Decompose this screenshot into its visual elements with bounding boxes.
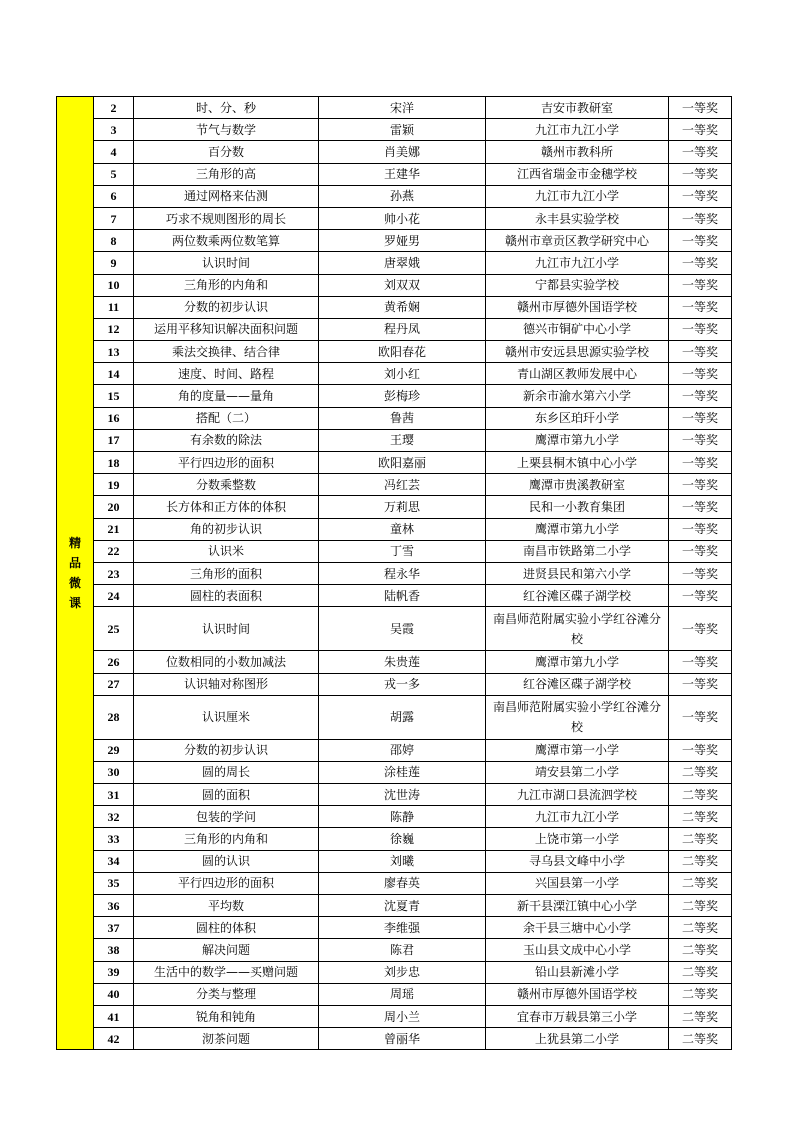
course-title: 位数相同的小数加减法: [134, 651, 319, 673]
school-unit: 九江市九江小学: [486, 185, 669, 207]
table-row: [57, 828, 732, 850]
award-level: 一等奖: [669, 385, 732, 407]
award-level: 一等奖: [669, 673, 732, 695]
row-number: 37: [94, 917, 134, 939]
school-unit: 南昌师范附属实验小学红谷滩分校: [486, 607, 669, 651]
award-level: 一等奖: [669, 518, 732, 540]
award-level: 一等奖: [669, 296, 732, 318]
award-level: 二等奖: [669, 784, 732, 806]
course-title: 三角形的面积: [134, 562, 319, 584]
award-level: 二等奖: [669, 983, 732, 1005]
table-row: [57, 252, 732, 274]
author-name: 陈静: [319, 806, 486, 828]
category-cell: [57, 97, 94, 1050]
table-row: [57, 939, 732, 961]
course-title: 平均数: [134, 895, 319, 917]
school-unit: 民和一小教育集团: [486, 496, 669, 518]
school-unit: 吉安市教研室: [486, 97, 669, 119]
row-number: 24: [94, 585, 134, 607]
school-unit: 南昌市铁路第二小学: [486, 540, 669, 562]
author-name: 涂桂莲: [319, 761, 486, 783]
row-number: 27: [94, 673, 134, 695]
course-title: 百分数: [134, 141, 319, 163]
award-level: 一等奖: [669, 540, 732, 562]
course-title: 认识米: [134, 540, 319, 562]
course-title: 有余数的除法: [134, 429, 319, 451]
award-level: 一等奖: [669, 429, 732, 451]
author-name: 万莉思: [319, 496, 486, 518]
row-number: 34: [94, 850, 134, 872]
award-level: 二等奖: [669, 939, 732, 961]
row-number: 29: [94, 739, 134, 761]
table-row: [57, 318, 732, 340]
table-row: [57, 784, 732, 806]
table-row: [57, 917, 732, 939]
school-unit: 九江市湖口县流泗学校: [486, 784, 669, 806]
award-level: 一等奖: [669, 274, 732, 296]
award-level: 二等奖: [669, 895, 732, 917]
table-row: [57, 407, 732, 429]
table-row: [57, 1005, 732, 1027]
course-title: 速度、时间、路程: [134, 363, 319, 385]
award-level: 一等奖: [669, 695, 732, 739]
row-number: 2: [94, 97, 134, 119]
row-number: 42: [94, 1028, 134, 1050]
course-title: 搭配（二）: [134, 407, 319, 429]
course-title: 沏茶问题: [134, 1028, 319, 1050]
school-unit: 永丰县实验学校: [486, 207, 669, 229]
table-row: [57, 385, 732, 407]
row-number: 21: [94, 518, 134, 540]
course-title: 平行四边形的面积: [134, 452, 319, 474]
author-name: 罗娅男: [319, 230, 486, 252]
course-title: 节气与数学: [134, 119, 319, 141]
course-title: 三角形的内角和: [134, 274, 319, 296]
table-row: [57, 850, 732, 872]
author-name: 孙燕: [319, 185, 486, 207]
course-title: 分数的初步认识: [134, 739, 319, 761]
award-level: 二等奖: [669, 1005, 732, 1027]
author-name: 廖春英: [319, 872, 486, 894]
author-name: 黄希娴: [319, 296, 486, 318]
author-name: 吴霞: [319, 607, 486, 651]
author-name: 刘步忠: [319, 961, 486, 983]
author-name: 冯红芸: [319, 474, 486, 496]
school-unit: 上饶市第一小学: [486, 828, 669, 850]
author-name: 欧阳嘉丽: [319, 452, 486, 474]
award-level: 一等奖: [669, 474, 732, 496]
row-number: 20: [94, 496, 134, 518]
author-name: 曾丽华: [319, 1028, 486, 1050]
award-level: 一等奖: [669, 318, 732, 340]
course-title: 分数的初步认识: [134, 296, 319, 318]
row-number: 32: [94, 806, 134, 828]
school-unit: 东乡区珀玕小学: [486, 407, 669, 429]
table-row: [57, 185, 732, 207]
table-row: [57, 97, 732, 119]
course-title: 圆柱的体积: [134, 917, 319, 939]
school-unit: 宁都县实验学校: [486, 274, 669, 296]
author-name: 鲁茜: [319, 407, 486, 429]
author-name: 程丹凤: [319, 318, 486, 340]
row-number: 9: [94, 252, 134, 274]
table-row: [57, 474, 732, 496]
award-level: 一等奖: [669, 163, 732, 185]
course-title: 圆的认识: [134, 850, 319, 872]
table-row: [57, 961, 732, 983]
school-unit: 进贤县民和第六小学: [486, 562, 669, 584]
author-name: 肖美娜: [319, 141, 486, 163]
author-name: 刘曦: [319, 850, 486, 872]
school-unit: 新干县溧江镇中心小学: [486, 895, 669, 917]
table-row: [57, 141, 732, 163]
course-title: 平行四边形的面积: [134, 872, 319, 894]
course-title: 乘法交换律、结合律: [134, 341, 319, 363]
row-number: 4: [94, 141, 134, 163]
school-unit: 赣州市厚德外国语学校: [486, 983, 669, 1005]
course-title: 两位数乘两位数笔算: [134, 230, 319, 252]
award-level: 二等奖: [669, 1028, 732, 1050]
row-number: 19: [94, 474, 134, 496]
row-number: 40: [94, 983, 134, 1005]
course-title: 三角形的高: [134, 163, 319, 185]
row-number: 31: [94, 784, 134, 806]
school-unit: 赣州市安远县思源实验学校: [486, 341, 669, 363]
school-unit: 赣州市教科所: [486, 141, 669, 163]
award-level: 二等奖: [669, 961, 732, 983]
author-name: 周瑶: [319, 983, 486, 1005]
author-name: 程永华: [319, 562, 486, 584]
row-number: 39: [94, 961, 134, 983]
author-name: 陈君: [319, 939, 486, 961]
table-row: [57, 296, 732, 318]
author-name: 童林: [319, 518, 486, 540]
school-unit: 鹰潭市贵溪教研室: [486, 474, 669, 496]
row-number: 14: [94, 363, 134, 385]
author-name: 邵婷: [319, 739, 486, 761]
award-level: 二等奖: [669, 761, 732, 783]
course-title: 认识轴对称图形: [134, 673, 319, 695]
table-row: [57, 496, 732, 518]
award-level: 二等奖: [669, 850, 732, 872]
course-title: 角的度量——量角: [134, 385, 319, 407]
course-title: 角的初步认识: [134, 518, 319, 540]
school-unit: 九江市九江小学: [486, 119, 669, 141]
row-number: 16: [94, 407, 134, 429]
row-number: 8: [94, 230, 134, 252]
award-level: 一等奖: [669, 119, 732, 141]
table-row: [57, 562, 732, 584]
author-name: 刘双双: [319, 274, 486, 296]
school-unit: 南昌师范附属实验小学红谷滩分校: [486, 695, 669, 739]
table-row: [57, 429, 732, 451]
award-table: [56, 96, 732, 1050]
table-row: [57, 651, 732, 673]
award-level: 一等奖: [669, 252, 732, 274]
table-row: [57, 983, 732, 1005]
school-unit: 赣州市厚德外国语学校: [486, 296, 669, 318]
course-title: 分类与整理: [134, 983, 319, 1005]
author-name: 周小兰: [319, 1005, 486, 1027]
school-unit: 赣州市章贡区教学研究中心: [486, 230, 669, 252]
course-title: 圆的周长: [134, 761, 319, 783]
school-unit: 兴国县第一小学: [486, 872, 669, 894]
table-row: [57, 739, 732, 761]
row-number: 41: [94, 1005, 134, 1027]
course-title: 生活中的数学——买赠问题: [134, 961, 319, 983]
row-number: 25: [94, 607, 134, 651]
row-number: 22: [94, 540, 134, 562]
row-number: 17: [94, 429, 134, 451]
table-row: [57, 341, 732, 363]
course-title: 圆的面积: [134, 784, 319, 806]
category-label: 精品微课: [68, 536, 81, 611]
table-row: [57, 585, 732, 607]
award-level: 一等奖: [669, 739, 732, 761]
author-name: 徐巍: [319, 828, 486, 850]
row-number: 38: [94, 939, 134, 961]
school-unit: 新余市渝水第六小学: [486, 385, 669, 407]
school-unit: 九江市九江小学: [486, 806, 669, 828]
row-number: 18: [94, 452, 134, 474]
row-number: 30: [94, 761, 134, 783]
row-number: 5: [94, 163, 134, 185]
table-row: [57, 274, 732, 296]
course-title: 包装的学问: [134, 806, 319, 828]
school-unit: 红谷滩区碟子湖学校: [486, 585, 669, 607]
row-number: 10: [94, 274, 134, 296]
author-name: 胡露: [319, 695, 486, 739]
author-name: 陆帆香: [319, 585, 486, 607]
school-unit: 鹰潭市第九小学: [486, 651, 669, 673]
row-number: 12: [94, 318, 134, 340]
table-row: [57, 518, 732, 540]
course-title: 解决问题: [134, 939, 319, 961]
row-number: 3: [94, 119, 134, 141]
award-level: 一等奖: [669, 230, 732, 252]
award-level: 二等奖: [669, 828, 732, 850]
row-number: 15: [94, 385, 134, 407]
award-level: 二等奖: [669, 917, 732, 939]
school-unit: 铅山县新滩小学: [486, 961, 669, 983]
award-level: 一等奖: [669, 562, 732, 584]
table-row: [57, 872, 732, 894]
school-unit: 九江市九江小学: [486, 252, 669, 274]
author-name: 朱贵莲: [319, 651, 486, 673]
school-unit: 宜春市万载县第三小学: [486, 1005, 669, 1027]
award-level: 一等奖: [669, 496, 732, 518]
school-unit: 红谷滩区碟子湖学校: [486, 673, 669, 695]
author-name: 彭梅珍: [319, 385, 486, 407]
course-title: 通过网格来估测: [134, 185, 319, 207]
table-row: [57, 363, 732, 385]
course-title: 长方体和正方体的体积: [134, 496, 319, 518]
table-row: [57, 761, 732, 783]
school-unit: 上栗县桐木镇中心小学: [486, 452, 669, 474]
table-row: [57, 806, 732, 828]
author-name: 王璎: [319, 429, 486, 451]
course-title: 认识时间: [134, 252, 319, 274]
course-title: 运用平移知识解决面积问题: [134, 318, 319, 340]
author-name: 雷颖: [319, 119, 486, 141]
table-row: [57, 452, 732, 474]
table-row: [57, 540, 732, 562]
table-row: [57, 207, 732, 229]
author-name: 沈世涛: [319, 784, 486, 806]
school-unit: 德兴市铜矿中心小学: [486, 318, 669, 340]
course-title: 锐角和钝角: [134, 1005, 319, 1027]
course-title: 圆柱的表面积: [134, 585, 319, 607]
row-number: 23: [94, 562, 134, 584]
school-unit: 青山湖区教师发展中心: [486, 363, 669, 385]
award-level: 一等奖: [669, 341, 732, 363]
author-name: 宋洋: [319, 97, 486, 119]
row-number: 36: [94, 895, 134, 917]
award-level: 一等奖: [669, 407, 732, 429]
school-unit: 江西省瑞金市金穗学校: [486, 163, 669, 185]
school-unit: 鹰潭市第一小学: [486, 739, 669, 761]
row-number: 13: [94, 341, 134, 363]
award-level: 一等奖: [669, 452, 732, 474]
award-level: 一等奖: [669, 607, 732, 651]
course-title: 认识时间: [134, 607, 319, 651]
award-level: 一等奖: [669, 651, 732, 673]
row-number: 7: [94, 207, 134, 229]
table-row: [57, 695, 732, 739]
author-name: 欧阳春花: [319, 341, 486, 363]
school-unit: 寻乌县文峰中小学: [486, 850, 669, 872]
award-level: 一等奖: [669, 585, 732, 607]
award-level: 一等奖: [669, 141, 732, 163]
author-name: 王建华: [319, 163, 486, 185]
school-unit: 鹰潭市第九小学: [486, 518, 669, 540]
row-number: 35: [94, 872, 134, 894]
table-row: [57, 895, 732, 917]
row-number: 28: [94, 695, 134, 739]
award-level: 一等奖: [669, 207, 732, 229]
author-name: 李维强: [319, 917, 486, 939]
school-unit: 鹰潭市第九小学: [486, 429, 669, 451]
award-level: 一等奖: [669, 97, 732, 119]
table-row: [57, 163, 732, 185]
course-title: 三角形的内角和: [134, 828, 319, 850]
row-number: 6: [94, 185, 134, 207]
award-level: 一等奖: [669, 185, 732, 207]
author-name: 帅小花: [319, 207, 486, 229]
table-row: [57, 1028, 732, 1050]
author-name: 戎一多: [319, 673, 486, 695]
table-row: [57, 607, 732, 651]
row-number: 11: [94, 296, 134, 318]
school-unit: 余干县三塘中心小学: [486, 917, 669, 939]
author-name: 丁雪: [319, 540, 486, 562]
award-level: 二等奖: [669, 806, 732, 828]
table-row: [57, 119, 732, 141]
course-title: 巧求不规则图形的周长: [134, 207, 319, 229]
author-name: 沈夏青: [319, 895, 486, 917]
table-row: [57, 673, 732, 695]
award-level: 一等奖: [669, 363, 732, 385]
course-title: 分数乘整数: [134, 474, 319, 496]
author-name: 刘小红: [319, 363, 486, 385]
author-name: 唐翠娥: [319, 252, 486, 274]
school-unit: 玉山县文成中心小学: [486, 939, 669, 961]
award-level: 二等奖: [669, 872, 732, 894]
school-unit: 上犹县第二小学: [486, 1028, 669, 1050]
row-number: 33: [94, 828, 134, 850]
award-table-body: [57, 97, 732, 1050]
course-title: 认识厘米: [134, 695, 319, 739]
table-row: [57, 230, 732, 252]
school-unit: 靖安县第二小学: [486, 761, 669, 783]
row-number: 26: [94, 651, 134, 673]
course-title: 时、分、秒: [134, 97, 319, 119]
